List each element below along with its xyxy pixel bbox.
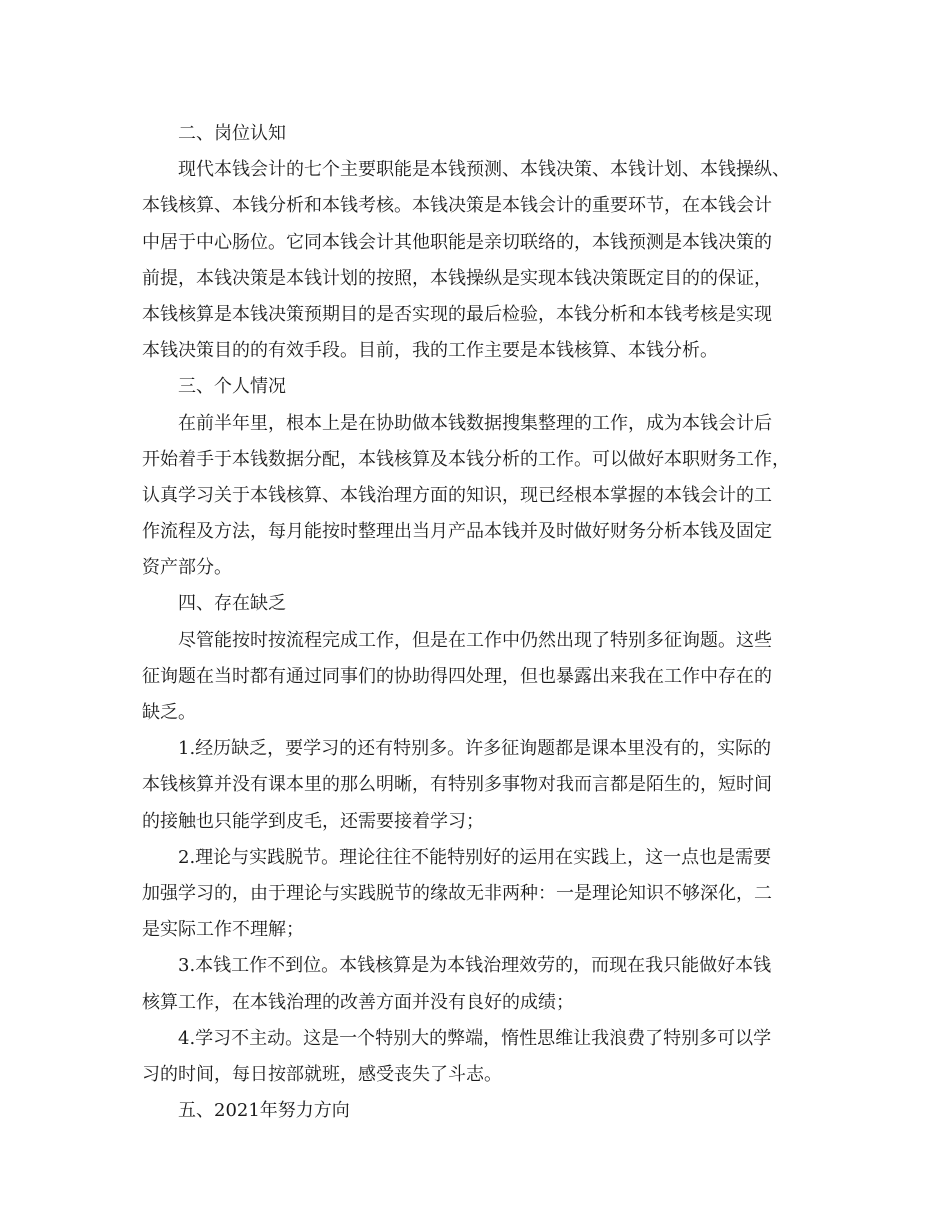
text-line: 前提，本钱决策是本钱计划的按照，本钱操纵是实现本钱决策既定目的的保证， (142, 267, 772, 289)
text-line: 在前半年里，根本上是在协助做本钱数据搜集整理的工作，成为本钱会计后 (178, 412, 772, 434)
document-body (142, 116, 804, 1129)
text-line: 三、个人情况 (178, 376, 286, 398)
text-line: 四、存在缺乏 (178, 593, 286, 615)
text-line: 中居于中心肠位。它同本钱会计其他职能是亲切联络的，本钱预测是本钱决策的 (142, 231, 772, 253)
text-line: 认真学习关于本钱核算、本钱治理方面的知识，现已经根本掌握的本钱会计的工 (142, 484, 772, 506)
text-line: 本钱核算是本钱决策预期目的是否实现的最后检验，本钱分析和本钱考核是实现 (142, 303, 772, 325)
text-line: 现代本钱会计的七个主要职能是本钱预测、本钱决策、本钱计划、本钱操纵、 (178, 159, 790, 181)
text-line: 2.理论与实践脱节。理论往往不能特别好的运用在实践上，这一点也是需要 (178, 846, 772, 868)
text-line: 加强学习的，由于理论与实践脱节的缘故无非两种：一是理论知识不够深化，二 (142, 882, 772, 904)
text-line: 开始着手于本钱数据分配，本钱核算及本钱分析的工作。可以做好本职财务工作， (142, 448, 790, 470)
text-line: 核算工作，在本钱治理的改善方面并没有良好的成绩； (142, 991, 574, 1013)
text-line: 五、2021年努力方向 (178, 1100, 350, 1122)
text-line: 的接触也只能学到皮毛，还需要接着学习； (142, 810, 484, 832)
text-line: 作流程及方法，每月能按时整理出当月产品本钱并及时做好财务分析本钱及固定 (142, 521, 772, 543)
text-line: 缺乏。 (142, 702, 196, 723)
text-line: 3.本钱工作不到位。本钱核算是为本钱治理效劳的，而现在我只能做好本钱 (178, 955, 772, 977)
text-line: 1.经历缺乏，要学习的还有特别多。许多征询题都是课本里没有的，实际的 (178, 738, 772, 760)
text-line: 尽管能按时按流程完成工作，但是在工作中仍然出现了特别多征询题。这些 (178, 629, 772, 651)
text-line: 本钱核算并没有课本里的那么明晰，有特别多事物对我而言都是陌生的，短时间 (142, 774, 772, 796)
text-line: 4.学习不主动。这是一个特别大的弊端，惰性思维让我浪费了特别多可以学 (178, 1027, 772, 1049)
text-line: 本钱核算、本钱分析和本钱考核。本钱决策是本钱会计的重要环节，在本钱会计 (142, 195, 772, 217)
text-line: 征询题在当时都有通过同事们的协助得四处理，但也暴露出来我在工作中存在的 (142, 665, 772, 687)
text-line: 资产部分。 (142, 557, 232, 579)
text-line: 二、岗位认知 (178, 123, 286, 144)
text-line: 本钱决策目的的有效手段。目前，我的工作主要是本钱核算、本钱分析。 (142, 340, 718, 362)
text-line: 习的时间，每日按部就班，感受丧失了斗志。 (142, 1063, 502, 1085)
text-line: 是实际工作不理解； (142, 919, 304, 941)
